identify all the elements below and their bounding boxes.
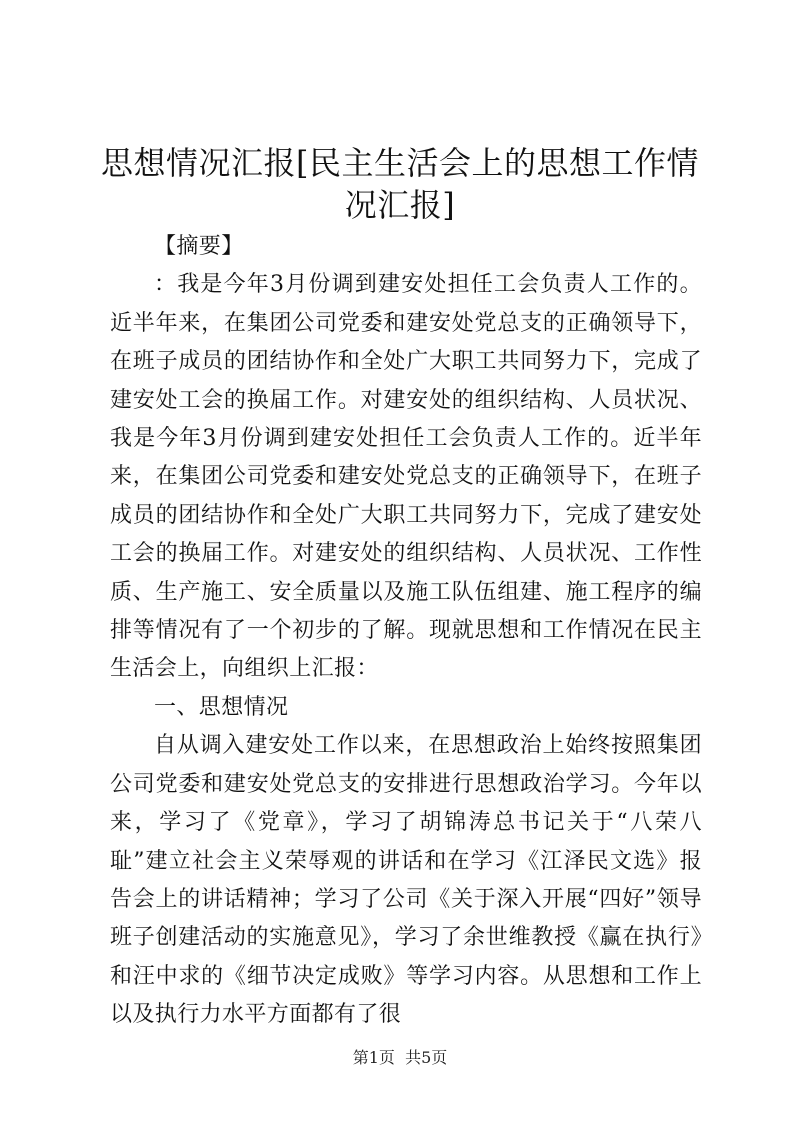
abstract-paragraph: ：我是今年3月份调到建安处担任工会负责人工作的。近半年来，在集团公司党委和建安处党总支的正确领导下，在班子成员的团结协作和全处广大职工共同努力下，完成了建安处工会的换届工作。对建安处的组织结构、人员状况、我是今年3月份调到建安处担任工会负责人工作的。近半年来，在集团公司党委和建安处党总支的正确领导下，在班子成员的团结协作和全处广大职工共同努力下，完成了建安处工会的换届工作。对建安处的组织结构、人员状况、工作性质、生产施工、安全质量以及施工队伍组建、施工程序的编排等情况有了一个初步的了解。现就思想和工作情况在民主生活会上，向组织上汇报： <box>110 272 702 682</box>
page-number-label: 第1页 共5页 <box>352 1048 448 1067</box>
abstract-heading: 【摘要】 <box>154 234 244 259</box>
thought-paragraph: 自从调入建安处工作以来，在思想政治上始终按照集团公司党委和建安处党总支的安排进行思想政治学习。今年以来，学习了《党章》，学习了胡锦涛总书记关于“八荣八耻”建立社会主义荣辱观的讲话和在学习《江泽民文选》报告会上的讲话精神；学习了公司《关于深入开展“四好”领导班子创建活动的实施意见》，学习了余世维教授《赢在执行》和汪中求的《细节决定成败》等学习内容。从思想和工作上以及执行力水平方面都有了很 <box>110 733 702 1028</box>
page-footer <box>0 1048 800 1068</box>
document-body <box>110 228 702 1035</box>
document-title: 思想情况汇报[民主生活会上的思想工作情况汇报] <box>101 144 699 224</box>
section-heading-thought: 一、思想情况 <box>154 694 289 720</box>
